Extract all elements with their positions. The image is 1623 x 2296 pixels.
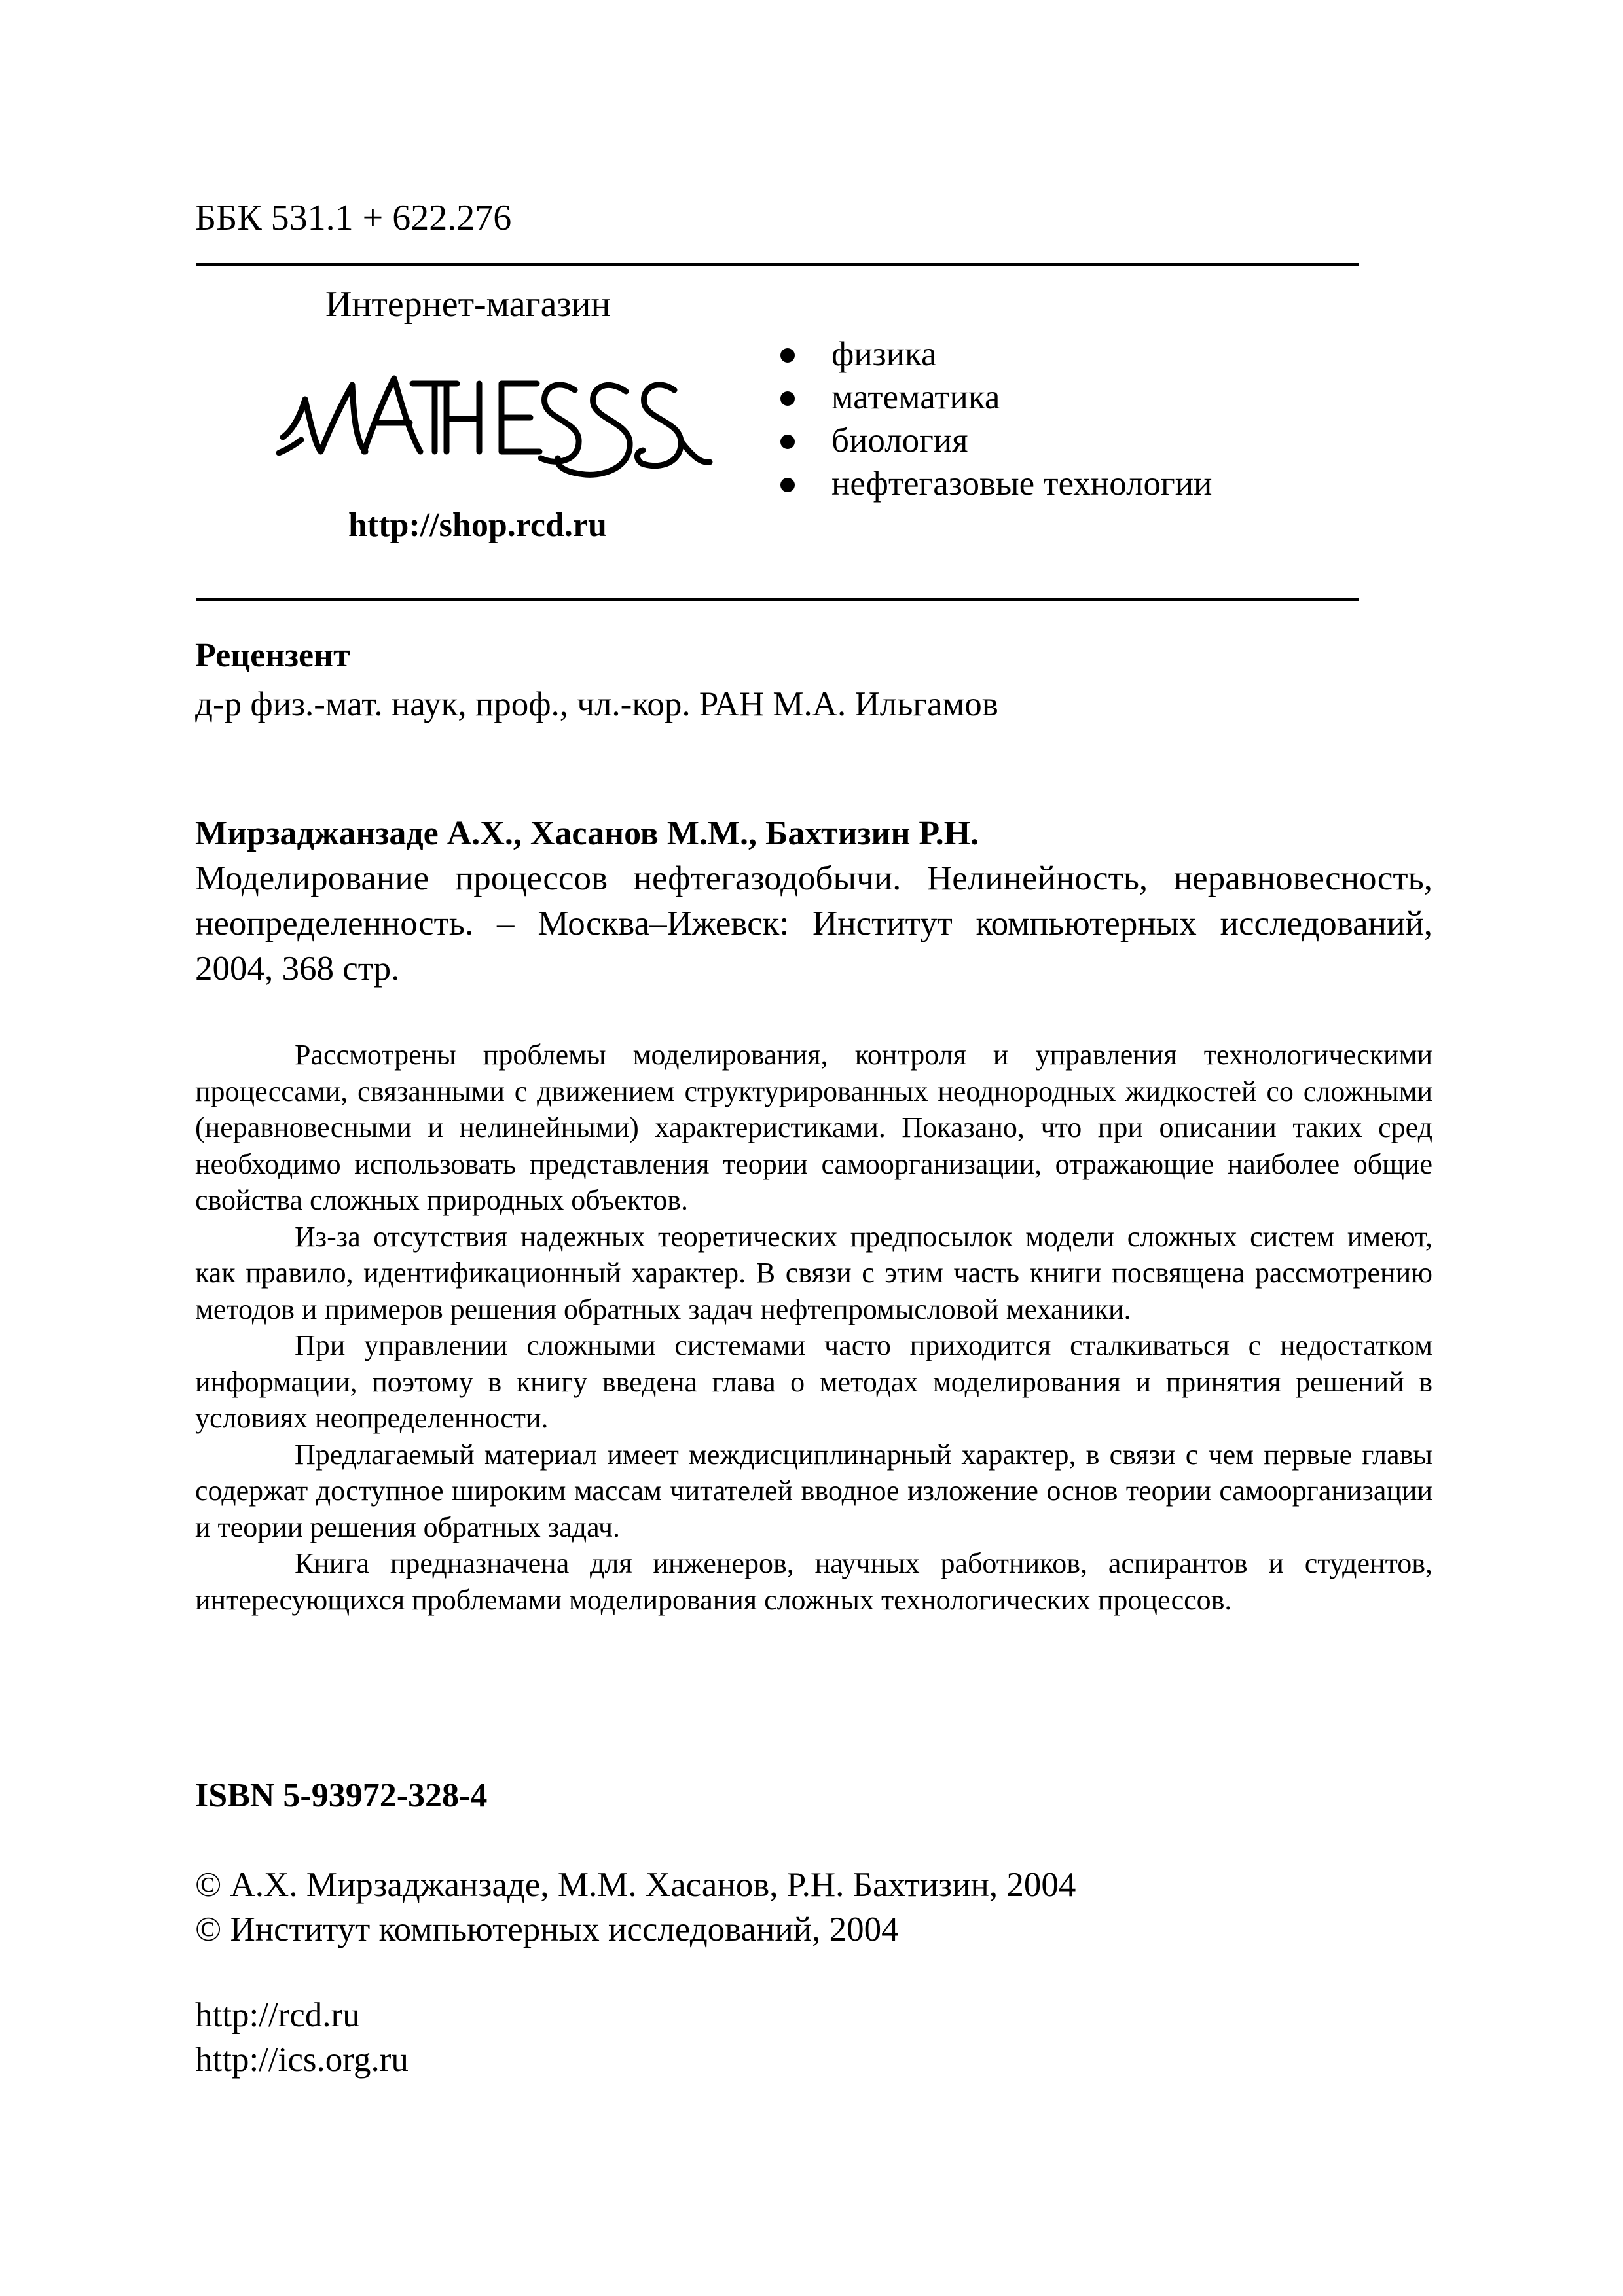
abstract-paragraph: Книга предназначена для инженеров, научных работников, аспирантов и студентов, интересующихся проблемами моделирования сложных технологических процессов. (195, 1547, 1432, 1616)
top-divider (196, 263, 1359, 266)
url-block (195, 1993, 409, 2082)
abstract (195, 1037, 1432, 1618)
abstract-paragraph: Предлагаемый материал имеет междисциплинарный характер, в связи с чем первые главы содержат доступное широким массам читателей вводное изложение основ теории самоорганизации и теории решения обратных задач. (195, 1438, 1432, 1543)
book-description: Моделирование процессов нефтегазодобычи. Нелинейность, неравновесность, неопределенность. – Москва–Ижевск: Институт компьютерных исследований, 2004, 368 стр. (195, 859, 1432, 988)
shop-url[interactable]: http://shop.rcd.ru (348, 507, 607, 544)
copyright-block (195, 1863, 1076, 1952)
isbn: ISBN 5-93972-328-4 (195, 1777, 488, 1814)
shop-caption: Интернет-магазин (325, 284, 611, 325)
bbk-code: ББК 531.1 + 622.276 (195, 198, 512, 238)
topic-item: нефтегазовые технологии (780, 462, 1212, 505)
rcd-link[interactable]: http://rcd.ru (195, 1996, 360, 2034)
topic-list (780, 332, 1212, 505)
topic-item: биология (780, 419, 1212, 462)
topic-item: математика (780, 376, 1212, 419)
abstract-paragraph: Из-за отсутствия надежных теоретических предпосылок модели сложных систем имеют, как правило, идентификационный характер. В связи с этим часть книги посвящена рассмотрению методов и примеров решения обратных задач нефтепромысловой механики. (195, 1220, 1432, 1325)
mathesis-logo (275, 353, 714, 491)
topic-item: физика (780, 332, 1212, 376)
abstract-paragraph: При управлении сложными системами часто приходится сталкиваться с недостатком информации, поэтому в книгу введена глава о методах моделирования и принятия решений в условиях неопределенности. (195, 1329, 1432, 1434)
book-authors: Мирзаджанзаде А.Х., Хасанов М.М., Бахтизин Р.Н. (195, 815, 979, 852)
abstract-paragraph: Рассмотрены проблемы моделирования, контроля и управления технологическими процессами, связанными с движением структурированных неоднородных жидкостей со сложными (неравновесными и нелинейными) характеристиками. Показано, что при описании таких сред необходимо использовать представления теории самоорганизации, отражающие наиболее общие свойства сложных природных объектов. (195, 1039, 1432, 1216)
copyright-authors: © А.Х. Мирзаджанзаде, М.М. Хасанов, Р.Н. Бахтизин, 2004 (195, 1866, 1076, 1904)
reviewer-name: д-р физ.-мат. наук, проф., чл.-кор. РАН М.А. Ильгамов (195, 685, 998, 723)
copyright-institute: © Институт компьютерных исследований, 2004 (195, 1910, 899, 1948)
reviewer-heading: Рецензент (195, 637, 350, 674)
bottom-divider (196, 598, 1359, 601)
ics-link[interactable]: http://ics.org.ru (195, 2041, 409, 2079)
